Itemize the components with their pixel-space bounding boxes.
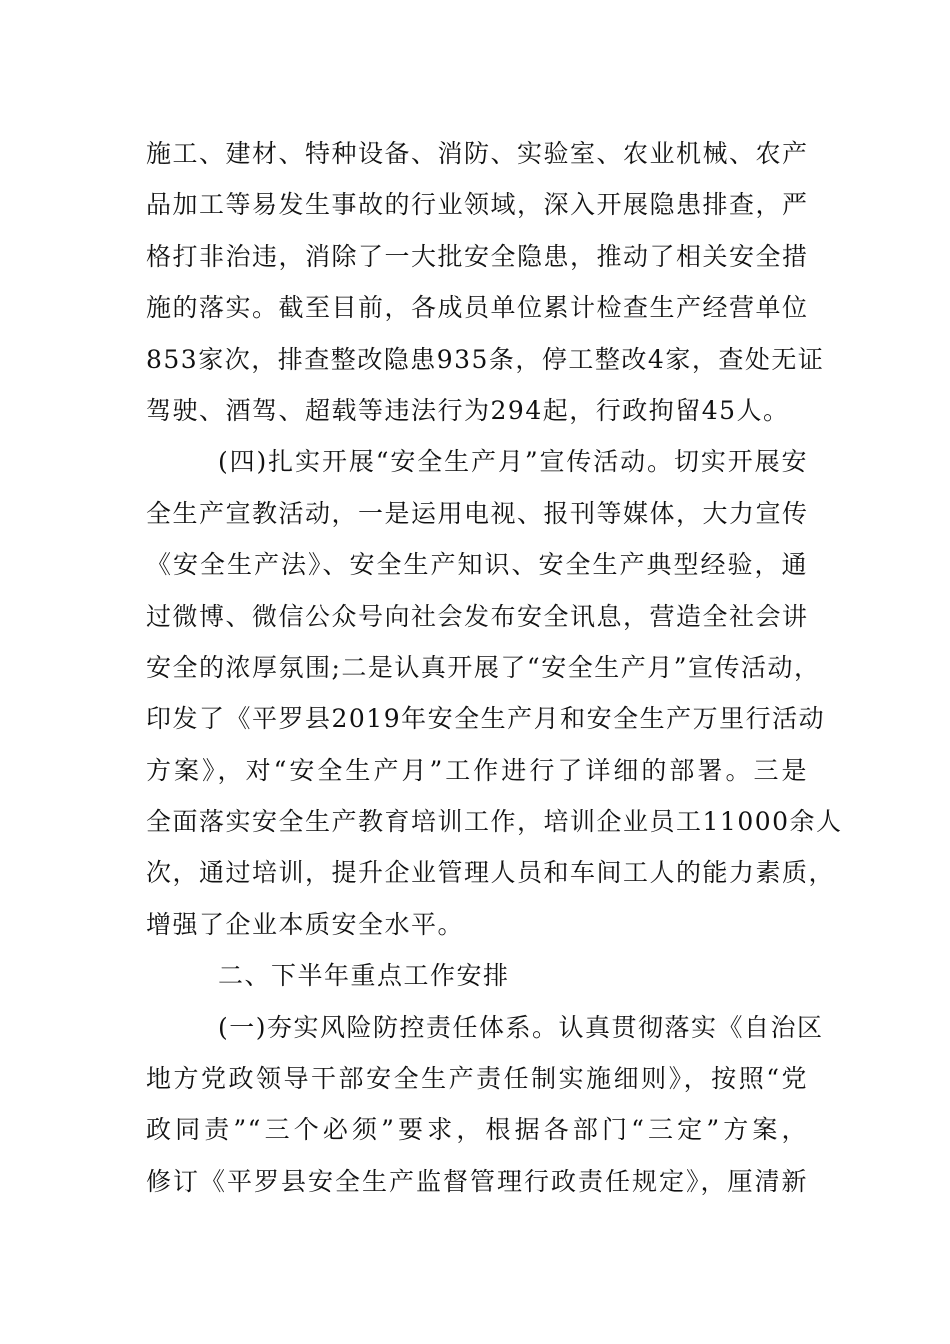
document-body (146, 128, 843, 1207)
text-line: 施工、建材、特种设备、消防、实验室、农业机械、农产 (146, 139, 809, 168)
text-line: 修订《平罗县安全生产监督管理行政责任规定》，厘清新 (146, 1166, 808, 1196)
text-line: 增强了企业本质安全水平。 (146, 909, 465, 939)
text-line: (四)扎实开展“安全生产月”宣传活动。切实开展安 (218, 447, 808, 477)
text-line: 格打非治违，消除了一大批安全隐患，推动了相关安全措 (146, 241, 809, 271)
text-line: 853家次，排查整改隐患935条，停工整改4家，查处无证 (146, 344, 825, 374)
text-line: 印发了《平罗县2019年安全生产月和安全生产万里行活动 (146, 704, 826, 734)
text-line: 政同责”“三个必须”要求，根据各部门“三定”方案， (146, 1115, 808, 1145)
text-line: 次，通过培训，提升企业管理人员和车间工人的能力素质， (146, 858, 836, 888)
text-line: 方案》，对“安全生产月”工作进行了详细的部署。三是 (146, 755, 808, 785)
text-line: 二、下半年重点工作安排 (218, 961, 510, 991)
text-line: 品加工等易发生事故的行业领域，深入开展隐患排查，严 (146, 190, 809, 220)
text-line: 过微博、微信公众号向社会发布安全讯息，营造全社会讲 (146, 601, 809, 631)
text-line: 全面落实安全生产教育培训工作，培训企业员工11000余人 (146, 807, 843, 837)
text-line: 施的落实。截至目前，各成员单位累计检查生产经营单位 (146, 293, 809, 323)
text-line: 安全的浓厚氛围;二是认真开展了“安全生产月”宣传活动， (146, 652, 821, 682)
text-line: 地方党政领导干部安全生产责任制实施细则》，按照“党 (146, 1064, 808, 1094)
text-line: (一)夯实风险防控责任体系。认真贯彻落实《自治区 (218, 1012, 824, 1042)
text-line: 驾驶、酒驾、超载等违法行为294起，行政拘留45人。 (146, 395, 790, 425)
text-line: 全生产宣教活动，一是运用电视、报刊等媒体，大力宣传 (146, 498, 809, 528)
text-line: 《安全生产法》、安全生产知识、安全生产典型经验，通 (146, 550, 808, 580)
